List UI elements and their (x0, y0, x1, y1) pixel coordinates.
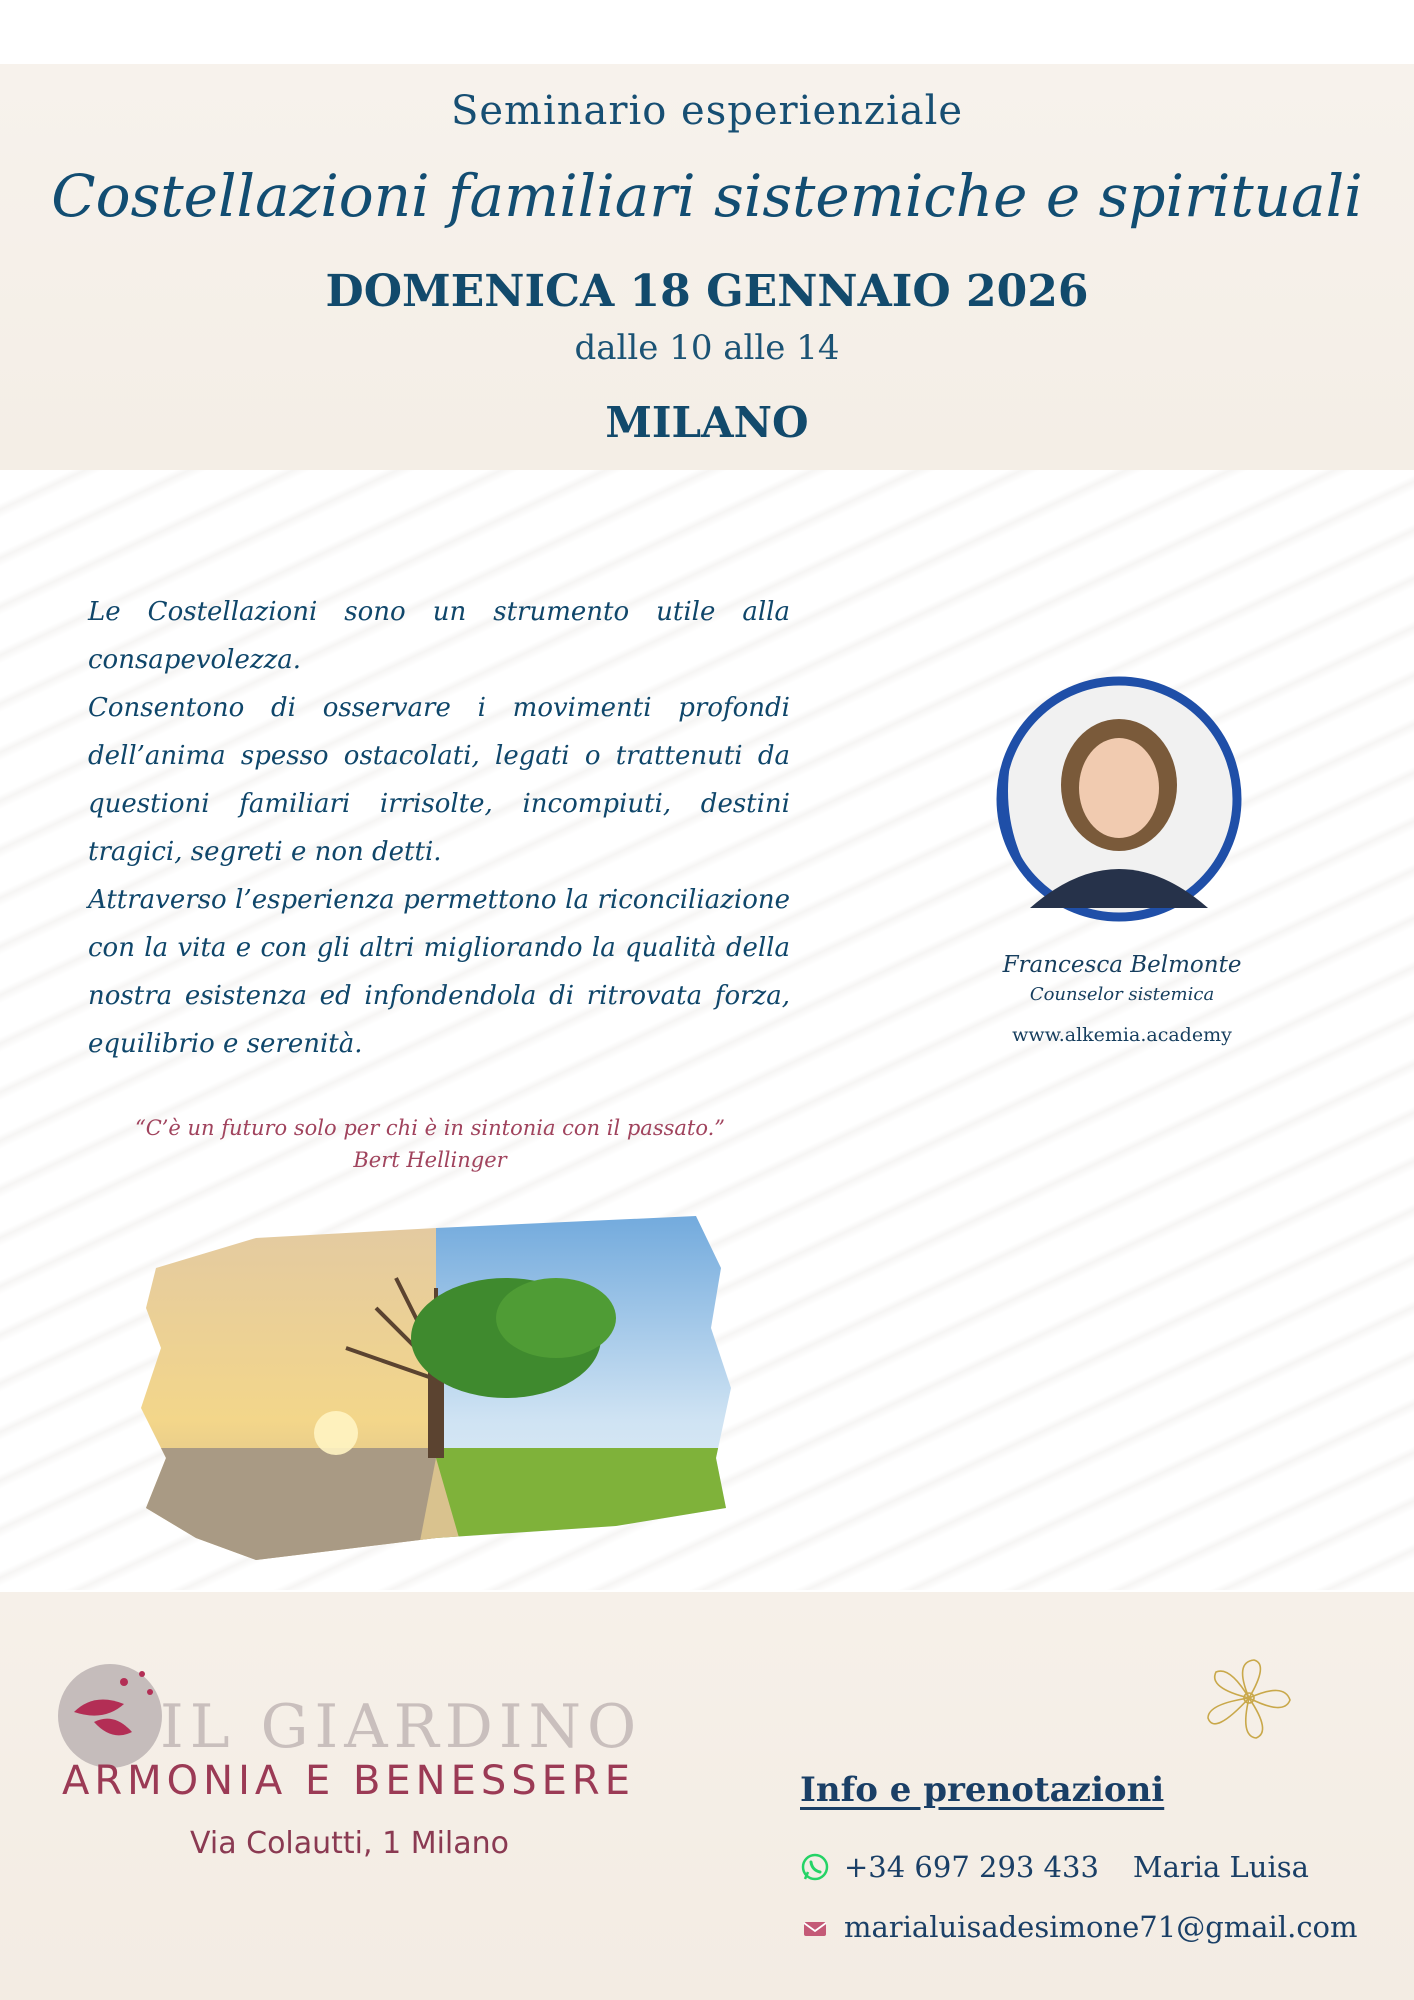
event-city: MILANO (605, 398, 809, 447)
description-paragraph: Attraverso l’esperienza permettono la riconciliazione con la vita e con gli altri migliorando la qualità della nostra esistenza ed infondendola di ritrovata forza, equilibrio e serenità. (88, 885, 790, 1059)
flower-icon (1194, 1652, 1304, 1744)
email-address[interactable]: marialuisadesimone71@gmail.com (844, 1910, 1358, 1944)
landscape-image (136, 1208, 736, 1562)
seminar-subtitle: Seminario esperienziale (450, 88, 964, 134)
seminar-title: Costellazioni familiari sistemiche e spirituali (51, 162, 1363, 230)
facilitator-role: Counselor sistemica (1029, 984, 1215, 1005)
whatsapp-icon (800, 1852, 830, 1882)
phone-contact[interactable] (800, 1850, 1309, 1884)
phone-number[interactable]: +34 697 293 433 (844, 1850, 1099, 1884)
event-time: dalle 10 alle 14 (574, 328, 840, 368)
venue-logo-name: IL GIARDINO (160, 1692, 643, 1762)
quote-text: “C’è un futuro solo per chi è in sintonia con il passato.” (134, 1116, 726, 1140)
contact-name: Maria Luisa (1132, 1850, 1309, 1884)
description-paragraph: Le Costellazioni sono un strumento utile alla consapevolezza. (88, 597, 790, 675)
event-date: DOMENICA 18 GENNAIO 2026 (325, 266, 1089, 317)
facilitator-name: Francesca Belmonte (1002, 952, 1242, 978)
venue-logo-icon (54, 1652, 174, 1772)
info-title: Info e prenotazioni (800, 1770, 1165, 1810)
envelope-icon (800, 1912, 830, 1942)
facilitator-website-link[interactable]: www.alkemia.academy (1012, 1024, 1232, 1046)
venue-logo-tagline: ARMONIA E BENESSERE (62, 1758, 635, 1804)
venue-address: Via Colautti, 1 Milano (190, 1826, 510, 1861)
facilitator-portrait (990, 670, 1248, 928)
email-contact[interactable] (800, 1910, 1358, 1944)
description (88, 588, 790, 1068)
description-paragraph: Consentono di osservare i movimenti profondi dell’anima spesso ostacolati, legati o trattenuti da questioni familiari irrisolte, incompiuti, destini tragici, segreti e non detti. (88, 693, 790, 867)
quote (110, 1112, 750, 1176)
quote-author: Bert Hellinger (353, 1148, 507, 1172)
